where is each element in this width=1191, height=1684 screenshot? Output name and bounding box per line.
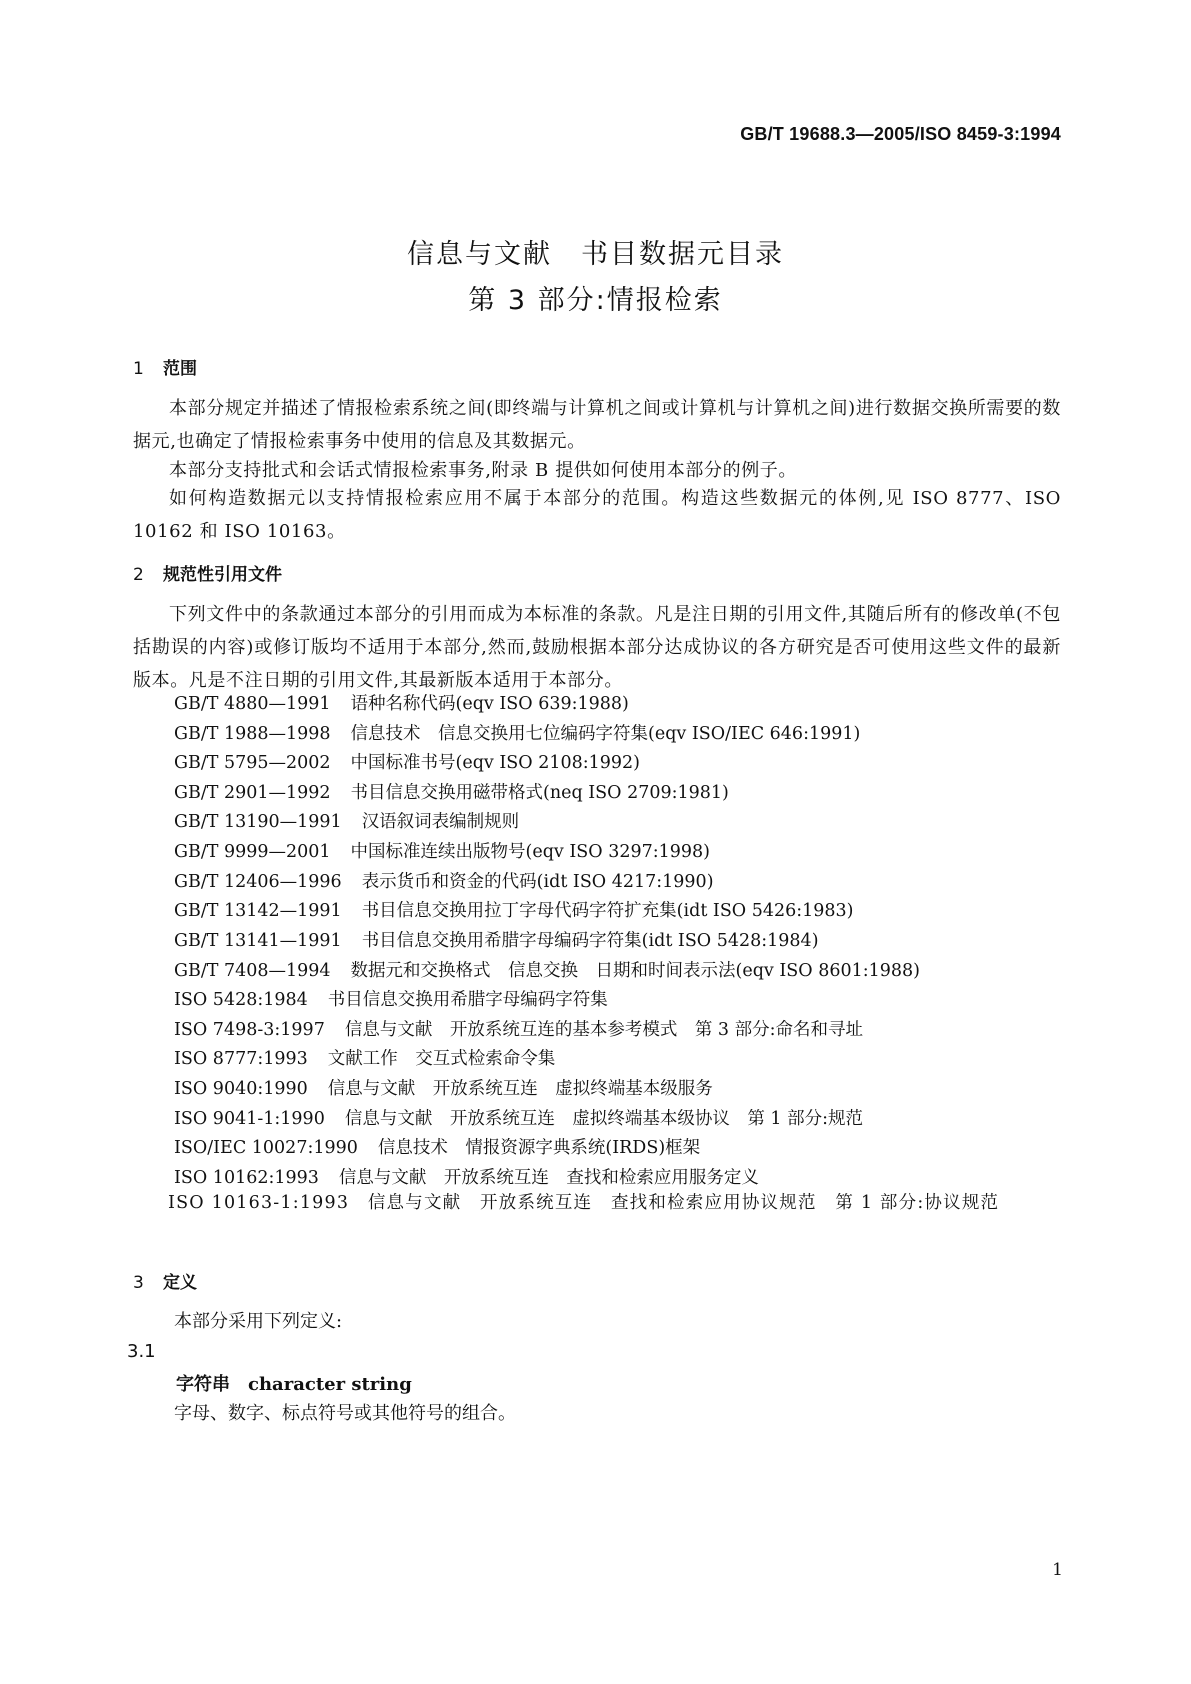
reference-code: GB/T 13142—1991	[174, 901, 342, 921]
reference-title: 书目信息交换用磁带格式(neq ISO 2709:1981)	[350, 783, 729, 803]
reference-code: ISO 10162:1993	[174, 1168, 319, 1188]
reference-title: 书目信息交换用希腊字母编码字符集(idt ISO 5428:1984)	[361, 931, 819, 951]
reference-code: ISO 7498-3:1997	[174, 1020, 325, 1040]
reference-title: 语种名称代码(eqv ISO 639:1988)	[350, 694, 629, 714]
reference-item	[174, 838, 710, 863]
reference-item	[174, 897, 854, 922]
section-title: 范围	[163, 359, 197, 379]
reference-item-wrapped: ISO 10163-1:1993 信息与文献 开放系统互连 查找和检索应用协议规范 第 1 部分:协议规范	[168, 1193, 1000, 1213]
reference-code: GB/T 9999—2001	[174, 842, 331, 862]
section-1-heading	[133, 354, 197, 379]
reference-item	[174, 927, 819, 952]
section-number: 2	[133, 565, 144, 585]
reference-code: GB/T 5795—2002	[174, 753, 331, 773]
reference-code: GB/T 13141—1991	[174, 931, 342, 951]
section-title: 规范性引用文件	[163, 565, 282, 585]
reference-item	[174, 986, 608, 1011]
section-title: 定义	[163, 1273, 197, 1293]
reference-title: 中国标准连续出版物号(eqv ISO 3297:1998)	[350, 842, 710, 862]
reference-title: 信息技术 信息交换用七位编码字符集(eqv ISO/IEC 646:1991)	[350, 724, 861, 744]
reference-item	[174, 1164, 759, 1189]
reference-code: GB/T 2901—1992	[174, 783, 331, 803]
paragraph-references-intro: 下列文件中的条款通过本部分的引用而成为本标准的条款。凡是注日期的引用文件,其随后所有的修改单(不包括勘误的内容)或修订版均不适用于本部分,然而,鼓励根据本部分达成协议的各方研究是否可使用这些文件的最新版本。凡是不注日期的引用文件,其最新版本适用于本部分。	[133, 604, 1061, 691]
reference-item	[174, 779, 729, 804]
section-number: 3	[133, 1273, 144, 1293]
reference-code: ISO 8777:1993	[174, 1049, 308, 1069]
reference-item	[174, 749, 640, 774]
standard-code: GB/T 19688.3—2005/ISO 8459-3:1994	[740, 124, 1061, 144]
reference-title: 表示货币和资金的代码(idt ISO 4217:1990)	[361, 872, 714, 892]
reference-code: ISO 9041-1:1990	[174, 1109, 325, 1129]
term-definition: 字母、数字、标点符号或其他符号的组合。	[174, 1403, 516, 1424]
reference-item	[174, 868, 714, 893]
reference-code: GB/T 12406—1996	[174, 872, 342, 892]
reference-title: 文献工作 交互式检索命令集	[327, 1049, 556, 1069]
section-number: 1	[133, 359, 144, 379]
definitions-intro: 本部分采用下列定义:	[174, 1311, 343, 1332]
reference-title: 书目信息交换用拉丁字母代码字符扩充集(idt ISO 5426:1983)	[361, 901, 854, 921]
paragraph-scope-3: 如何构造数据元以支持情报检索应用不属于本部分的范围。构造这些数据元的体例,见 ISO 8777、ISO 10162 和 ISO 10163。	[133, 488, 1061, 542]
reference-item	[174, 690, 629, 715]
reference-code: ISO 9040:1990	[174, 1079, 308, 1099]
section-2-heading	[133, 560, 282, 585]
reference-title: 汉语叙词表编制规则	[361, 812, 520, 832]
reference-title: 信息技术 情报资源字典系统(IRDS)框架	[377, 1138, 701, 1158]
reference-item	[174, 808, 519, 833]
reference-item	[174, 957, 920, 982]
document-subtitle: 第 3 部分:情报检索	[468, 285, 723, 316]
reference-item	[174, 720, 860, 745]
reference-title: 信息与文献 开放系统互连的基本参考模式 第 3 部分:命名和寻址	[344, 1020, 863, 1040]
reference-item	[174, 1105, 863, 1130]
reference-title: 数据元和交换格式 信息交换 日期和时间表示法(eqv ISO 8601:1988)	[350, 961, 920, 981]
term-english: character string	[248, 1374, 412, 1395]
reference-title: 信息与文献 开放系统互连 查找和检索应用服务定义	[338, 1168, 759, 1188]
term-entry	[176, 1370, 412, 1396]
term-chinese: 字符串	[176, 1374, 230, 1395]
page-number: 1	[1052, 1560, 1063, 1580]
reference-code: ISO 5428:1984	[174, 990, 308, 1010]
reference-item	[174, 1075, 713, 1100]
document-title: 信息与文献 书目数据元目录	[407, 239, 784, 270]
paragraph-scope-1: 本部分规定并描述了情报检索系统之间(即终端与计算机之间或计算机与计算机之间)进行数据交换所需要的数据元,也确定了情报检索事务中使用的信息及其数据元。	[133, 398, 1061, 452]
reference-title: 书目信息交换用希腊字母编码字符集	[327, 990, 608, 1010]
reference-item	[174, 1045, 555, 1070]
reference-item	[174, 1134, 700, 1159]
reference-code: GB/T 13190—1991	[174, 812, 342, 832]
reference-code: GB/T 4880—1991	[174, 694, 331, 714]
reference-code: ISO/IEC 10027:1990	[174, 1138, 358, 1158]
reference-title: 信息与文献 开放系统互连 虚拟终端基本级协议 第 1 部分:规范	[344, 1109, 863, 1129]
reference-title: 中国标准书号(eqv ISO 2108:1992)	[350, 753, 640, 773]
reference-title: 信息与文献 开放系统互连 虚拟终端基本级服务	[327, 1079, 713, 1099]
section-3-heading	[133, 1268, 197, 1293]
reference-code: GB/T 7408—1994	[174, 961, 331, 981]
reference-code: GB/T 1988—1998	[174, 724, 331, 744]
reference-item	[174, 1016, 863, 1041]
paragraph-scope-2: 本部分支持批式和会话式情报检索事务,附录 B 提供如何使用本部分的例子。	[169, 460, 797, 481]
clause-number: 3.1	[127, 1341, 156, 1362]
